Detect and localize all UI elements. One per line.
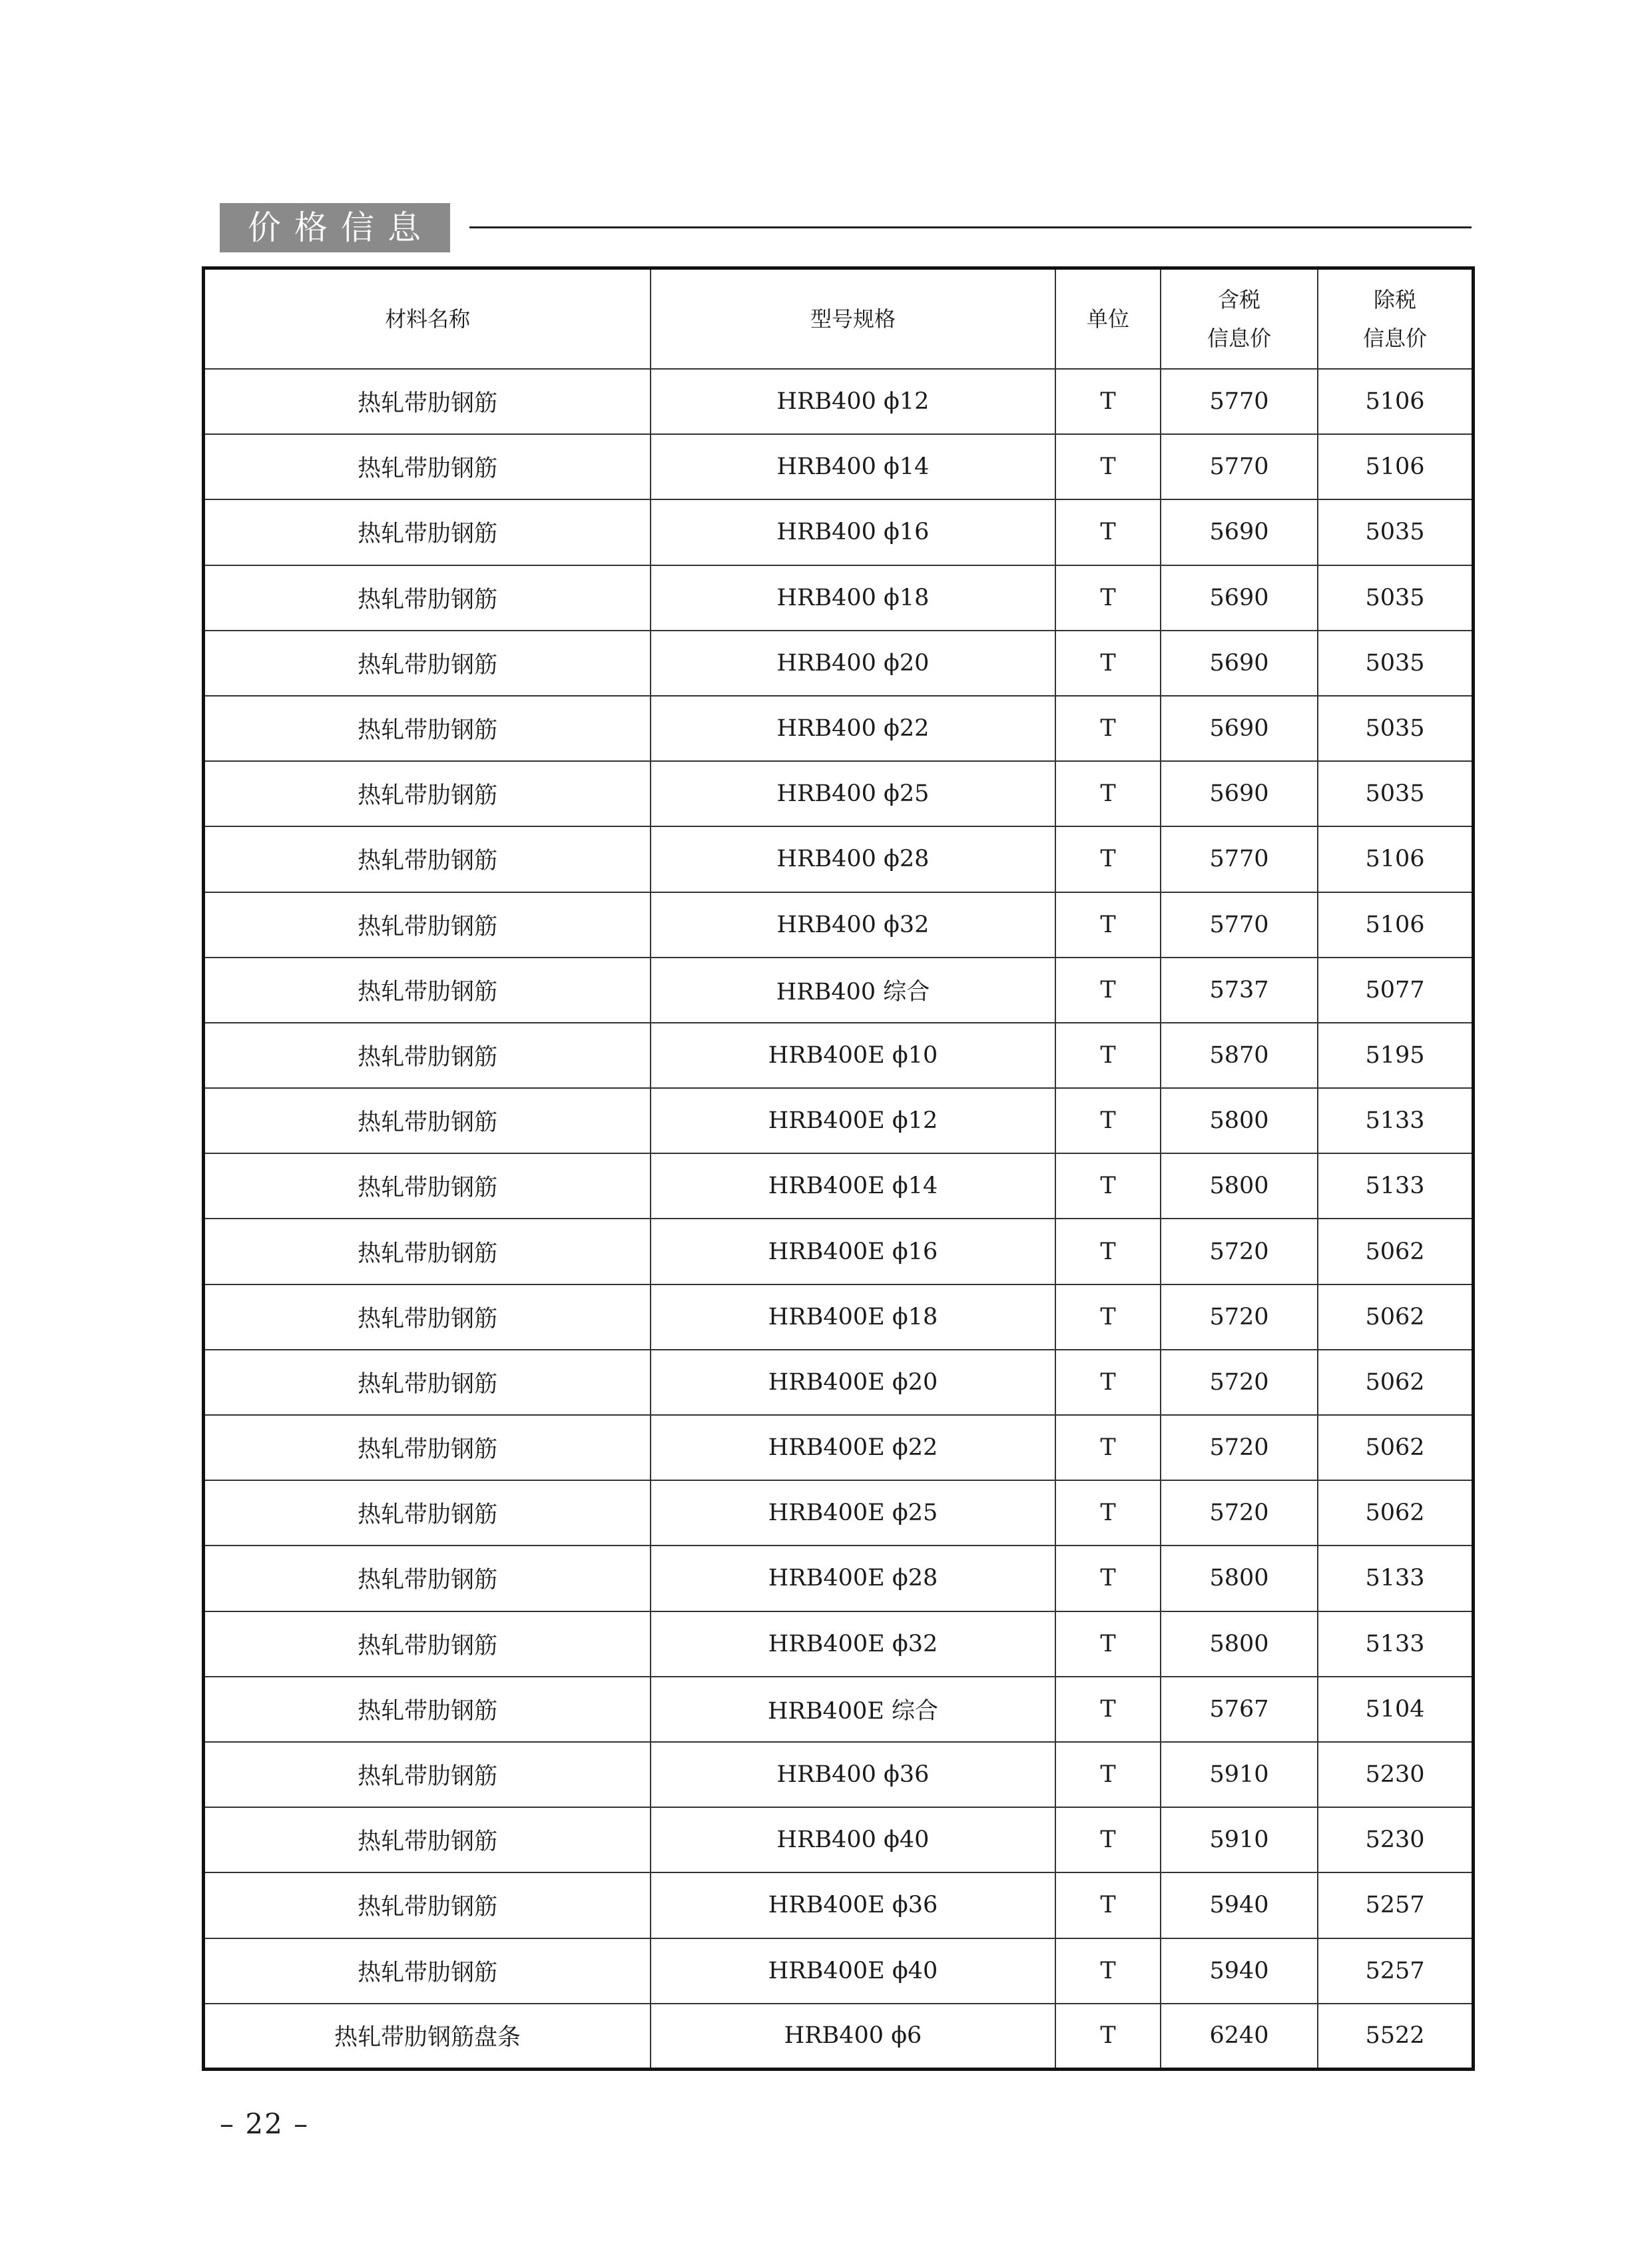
cell-tax-included-price: 5770 bbox=[1161, 892, 1318, 958]
cell-tax-excluded-price: 5035 bbox=[1318, 499, 1472, 565]
table-row bbox=[205, 1807, 1472, 1872]
cell-material-name: 热轧带肋钢筋 bbox=[205, 1742, 651, 1807]
cell-spec: HRB400 ϕ40 bbox=[651, 1807, 1055, 1872]
cell-unit: T bbox=[1055, 1088, 1161, 1153]
cell-spec: HRB400E ϕ10 bbox=[651, 1023, 1055, 1088]
table-row bbox=[205, 631, 1472, 696]
table-header-row bbox=[205, 270, 1472, 369]
table-row bbox=[205, 1153, 1472, 1219]
cell-tax-included-price: 5720 bbox=[1161, 1219, 1318, 1284]
table-row bbox=[205, 369, 1472, 434]
cell-tax-included-price: 5737 bbox=[1161, 958, 1318, 1023]
cell-spec: HRB400 ϕ18 bbox=[651, 565, 1055, 631]
table-row bbox=[205, 1546, 1472, 1611]
header-tax-excluded-line2: 信息价 bbox=[1362, 326, 1427, 351]
cell-tax-included-price: 5720 bbox=[1161, 1350, 1318, 1415]
table-row bbox=[205, 1480, 1472, 1546]
table-row bbox=[205, 696, 1472, 761]
cell-material-name: 热轧带肋钢筋 bbox=[205, 1023, 651, 1088]
section-rule bbox=[469, 226, 1472, 228]
cell-spec: HRB400E ϕ22 bbox=[651, 1415, 1055, 1480]
cell-tax-included-price: 5770 bbox=[1161, 369, 1318, 434]
cell-spec: HRB400 ϕ25 bbox=[651, 761, 1055, 826]
cell-unit: T bbox=[1055, 631, 1161, 696]
cell-tax-included-price: 5767 bbox=[1161, 1677, 1318, 1742]
cell-material-name: 热轧带肋钢筋 bbox=[205, 1938, 651, 2004]
cell-unit: T bbox=[1055, 499, 1161, 565]
cell-material-name: 热轧带肋钢筋 bbox=[205, 631, 651, 696]
cell-unit: T bbox=[1055, 434, 1161, 499]
cell-tax-excluded-price: 5035 bbox=[1318, 761, 1472, 826]
cell-material-name: 热轧带肋钢筋 bbox=[205, 434, 651, 499]
cell-spec: HRB400E ϕ28 bbox=[651, 1546, 1055, 1611]
cell-tax-excluded-price: 5106 bbox=[1318, 369, 1472, 434]
cell-material-name: 热轧带肋钢筋 bbox=[205, 892, 651, 958]
cell-tax-included-price: 5800 bbox=[1161, 1153, 1318, 1219]
cell-tax-included-price: 5870 bbox=[1161, 1023, 1318, 1088]
cell-tax-excluded-price: 5062 bbox=[1318, 1219, 1472, 1284]
cell-tax-excluded-price: 5035 bbox=[1318, 696, 1472, 761]
cell-spec: HRB400 ϕ36 bbox=[651, 1742, 1055, 1807]
page-number: – 22 – bbox=[220, 2108, 310, 2140]
cell-tax-included-price: 5800 bbox=[1161, 1088, 1318, 1153]
cell-spec: HRB400 ϕ14 bbox=[651, 434, 1055, 499]
cell-unit: T bbox=[1055, 565, 1161, 631]
cell-tax-excluded-price: 5195 bbox=[1318, 1023, 1472, 1088]
cell-spec: HRB400E ϕ14 bbox=[651, 1153, 1055, 1219]
table-row bbox=[205, 1088, 1472, 1153]
cell-spec: HRB400E ϕ32 bbox=[651, 1611, 1055, 1677]
header-tax-included-line2: 信息价 bbox=[1207, 326, 1271, 351]
cell-spec: HRB400E ϕ40 bbox=[651, 1938, 1055, 2004]
cell-spec: HRB400E ϕ18 bbox=[651, 1284, 1055, 1350]
cell-unit: T bbox=[1055, 761, 1161, 826]
cell-material-name: 热轧带肋钢筋 bbox=[205, 1480, 651, 1546]
header-tax-excluded-price bbox=[1318, 270, 1472, 369]
cell-material-name: 热轧带肋钢筋 bbox=[205, 1153, 651, 1219]
cell-material-name: 热轧带肋钢筋 bbox=[205, 1872, 651, 1938]
cell-tax-excluded-price: 5257 bbox=[1318, 1938, 1472, 2004]
cell-unit: T bbox=[1055, 1480, 1161, 1546]
cell-spec: HRB400 ϕ32 bbox=[651, 892, 1055, 958]
cell-material-name: 热轧带肋钢筋 bbox=[205, 1611, 651, 1677]
cell-spec: HRB400 ϕ20 bbox=[651, 631, 1055, 696]
cell-tax-included-price: 5690 bbox=[1161, 565, 1318, 631]
cell-unit: T bbox=[1055, 958, 1161, 1023]
cell-spec: HRB400E ϕ20 bbox=[651, 1350, 1055, 1415]
cell-tax-excluded-price: 5133 bbox=[1318, 1153, 1472, 1219]
cell-spec: HRB400 ϕ6 bbox=[651, 2004, 1055, 2068]
cell-material-name: 热轧带肋钢筋 bbox=[205, 499, 651, 565]
cell-material-name: 热轧带肋钢筋 bbox=[205, 1807, 651, 1872]
cell-tax-excluded-price: 5522 bbox=[1318, 2004, 1472, 2068]
cell-unit: T bbox=[1055, 1546, 1161, 1611]
table-row bbox=[205, 1219, 1472, 1284]
cell-tax-included-price: 5940 bbox=[1161, 1872, 1318, 1938]
header-tax-included-price bbox=[1161, 270, 1318, 369]
cell-unit: T bbox=[1055, 1153, 1161, 1219]
header-tax-excluded-line1: 除税 bbox=[1373, 287, 1416, 312]
cell-unit: T bbox=[1055, 2004, 1161, 2068]
cell-unit: T bbox=[1055, 826, 1161, 892]
cell-tax-included-price: 5770 bbox=[1161, 434, 1318, 499]
cell-tax-excluded-price: 5104 bbox=[1318, 1677, 1472, 1742]
cell-tax-excluded-price: 5230 bbox=[1318, 1807, 1472, 1872]
cell-unit: T bbox=[1055, 1611, 1161, 1677]
cell-tax-included-price: 5800 bbox=[1161, 1546, 1318, 1611]
cell-unit: T bbox=[1055, 369, 1161, 434]
cell-unit: T bbox=[1055, 1350, 1161, 1415]
cell-material-name: 热轧带肋钢筋 bbox=[205, 1546, 651, 1611]
table-row bbox=[205, 565, 1472, 631]
cell-material-name: 热轧带肋钢筋 bbox=[205, 958, 651, 1023]
header-tax-included-line1: 含税 bbox=[1217, 287, 1260, 312]
cell-tax-included-price: 5940 bbox=[1161, 1938, 1318, 2004]
cell-tax-excluded-price: 5062 bbox=[1318, 1415, 1472, 1480]
cell-tax-excluded-price: 5077 bbox=[1318, 958, 1472, 1023]
cell-tax-included-price: 6240 bbox=[1161, 2004, 1318, 2068]
cell-tax-excluded-price: 5062 bbox=[1318, 1284, 1472, 1350]
cell-tax-excluded-price: 5035 bbox=[1318, 631, 1472, 696]
cell-material-name: 热轧带肋钢筋 bbox=[205, 696, 651, 761]
cell-unit: T bbox=[1055, 892, 1161, 958]
cell-tax-included-price: 5690 bbox=[1161, 631, 1318, 696]
cell-tax-excluded-price: 5133 bbox=[1318, 1611, 1472, 1677]
cell-unit: T bbox=[1055, 1023, 1161, 1088]
cell-tax-excluded-price: 5106 bbox=[1318, 892, 1472, 958]
cell-spec: HRB400E ϕ16 bbox=[651, 1219, 1055, 1284]
table-row bbox=[205, 1415, 1472, 1480]
price-table bbox=[202, 266, 1475, 2071]
cell-spec: HRB400E 综合 bbox=[651, 1677, 1055, 1742]
cell-unit: T bbox=[1055, 1872, 1161, 1938]
cell-tax-included-price: 5690 bbox=[1161, 499, 1318, 565]
cell-material-name: 热轧带肋钢筋 bbox=[205, 369, 651, 434]
cell-spec: HRB400E ϕ36 bbox=[651, 1872, 1055, 1938]
cell-unit: T bbox=[1055, 1415, 1161, 1480]
cell-tax-excluded-price: 5062 bbox=[1318, 1350, 1472, 1415]
cell-unit: T bbox=[1055, 1677, 1161, 1742]
cell-unit: T bbox=[1055, 1742, 1161, 1807]
table-row bbox=[205, 2004, 1472, 2068]
header-material-name: 材料名称 bbox=[205, 270, 651, 369]
table-row bbox=[205, 1284, 1472, 1350]
cell-spec: HRB400 综合 bbox=[651, 958, 1055, 1023]
cell-material-name: 热轧带肋钢筋盘条 bbox=[205, 2004, 651, 2068]
table-row bbox=[205, 826, 1472, 892]
cell-tax-included-price: 5910 bbox=[1161, 1807, 1318, 1872]
cell-tax-excluded-price: 5133 bbox=[1318, 1546, 1472, 1611]
cell-tax-included-price: 5690 bbox=[1161, 696, 1318, 761]
cell-unit: T bbox=[1055, 1219, 1161, 1284]
table-row bbox=[205, 958, 1472, 1023]
table-row bbox=[205, 434, 1472, 499]
table-row bbox=[205, 1742, 1472, 1807]
cell-tax-included-price: 5910 bbox=[1161, 1742, 1318, 1807]
cell-spec: HRB400E ϕ25 bbox=[651, 1480, 1055, 1546]
cell-tax-included-price: 5720 bbox=[1161, 1284, 1318, 1350]
table-row bbox=[205, 1023, 1472, 1088]
table-row bbox=[205, 1677, 1472, 1742]
table-row bbox=[205, 761, 1472, 826]
cell-tax-included-price: 5800 bbox=[1161, 1611, 1318, 1677]
cell-tax-included-price: 5690 bbox=[1161, 761, 1318, 826]
cell-spec: HRB400 ϕ28 bbox=[651, 826, 1055, 892]
cell-material-name: 热轧带肋钢筋 bbox=[205, 826, 651, 892]
cell-material-name: 热轧带肋钢筋 bbox=[205, 1284, 651, 1350]
table-row bbox=[205, 1611, 1472, 1677]
cell-tax-included-price: 5770 bbox=[1161, 826, 1318, 892]
cell-tax-excluded-price: 5035 bbox=[1318, 565, 1472, 631]
cell-unit: T bbox=[1055, 1938, 1161, 2004]
cell-material-name: 热轧带肋钢筋 bbox=[205, 1350, 651, 1415]
cell-spec: HRB400 ϕ16 bbox=[651, 499, 1055, 565]
cell-tax-excluded-price: 5062 bbox=[1318, 1480, 1472, 1546]
cell-tax-excluded-price: 5230 bbox=[1318, 1742, 1472, 1807]
cell-material-name: 热轧带肋钢筋 bbox=[205, 1415, 651, 1480]
cell-tax-included-price: 5720 bbox=[1161, 1415, 1318, 1480]
cell-tax-excluded-price: 5106 bbox=[1318, 434, 1472, 499]
cell-material-name: 热轧带肋钢筋 bbox=[205, 1088, 651, 1153]
cell-spec: HRB400 ϕ22 bbox=[651, 696, 1055, 761]
cell-spec: HRB400 ϕ12 bbox=[651, 369, 1055, 434]
section-title: 价格信息 bbox=[220, 203, 450, 252]
cell-material-name: 热轧带肋钢筋 bbox=[205, 565, 651, 631]
header-spec: 型号规格 bbox=[651, 270, 1055, 369]
table-row bbox=[205, 499, 1472, 565]
table-row bbox=[205, 1872, 1472, 1938]
cell-spec: HRB400E ϕ12 bbox=[651, 1088, 1055, 1153]
cell-tax-excluded-price: 5257 bbox=[1318, 1872, 1472, 1938]
table-row bbox=[205, 892, 1472, 958]
cell-material-name: 热轧带肋钢筋 bbox=[205, 761, 651, 826]
cell-material-name: 热轧带肋钢筋 bbox=[205, 1219, 651, 1284]
cell-tax-excluded-price: 5106 bbox=[1318, 826, 1472, 892]
cell-unit: T bbox=[1055, 696, 1161, 761]
cell-unit: T bbox=[1055, 1807, 1161, 1872]
table-row bbox=[205, 1938, 1472, 2004]
cell-unit: T bbox=[1055, 1284, 1161, 1350]
cell-tax-excluded-price: 5133 bbox=[1318, 1088, 1472, 1153]
cell-tax-included-price: 5720 bbox=[1161, 1480, 1318, 1546]
table-row bbox=[205, 1350, 1472, 1415]
header-unit: 单位 bbox=[1055, 270, 1161, 369]
cell-material-name: 热轧带肋钢筋 bbox=[205, 1677, 651, 1742]
